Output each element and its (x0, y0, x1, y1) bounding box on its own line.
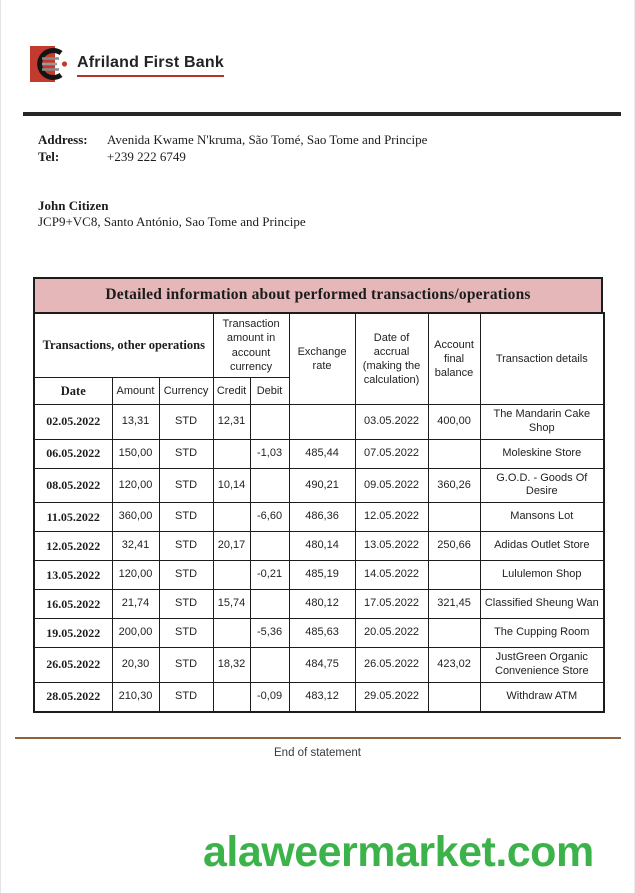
tx-exchange-rate-cell: 480,12 (289, 590, 355, 619)
tx-details-cell: JustGreen Organic Convenience Store (480, 648, 604, 683)
tx-exchange-rate-cell: 480,14 (289, 532, 355, 561)
header-transactions-group: Transactions, other operations (34, 313, 213, 378)
transactions-section (33, 277, 603, 713)
tx-exchange-rate-cell: 485,19 (289, 561, 355, 590)
tx-final-balance-cell (428, 503, 480, 532)
tx-details-cell: Lululemon Shop (480, 561, 604, 590)
tx-date-cell: 13.05.2022 (34, 561, 112, 590)
tx-date-cell: 26.05.2022 (34, 648, 112, 683)
tx-credit-cell: 20,17 (213, 532, 250, 561)
bank-logo-icon (30, 44, 70, 86)
tx-accrual-date-cell: 26.05.2022 (355, 648, 428, 683)
tx-exchange-rate-cell: 490,21 (289, 468, 355, 503)
tx-amount-cell: 120,00 (112, 561, 159, 590)
header-date: Date (34, 378, 112, 405)
tel-label: Tel: (38, 149, 60, 164)
tx-date-cell: 12.05.2022 (34, 532, 112, 561)
tx-details-cell: Mansons Lot (480, 503, 604, 532)
tx-amount-cell: 32,41 (112, 532, 159, 561)
tx-debit-cell (250, 648, 289, 683)
table-row (34, 682, 604, 712)
bank-name-underline (77, 54, 224, 77)
tx-currency-cell: STD (159, 503, 213, 532)
tx-exchange-rate-cell: 485,44 (289, 439, 355, 468)
tx-date-cell: 19.05.2022 (34, 619, 112, 648)
tx-credit-cell (213, 503, 250, 532)
tx-accrual-date-cell: 07.05.2022 (355, 439, 428, 468)
address-row (38, 131, 427, 148)
table-row (34, 619, 604, 648)
tx-amount-cell: 120,00 (112, 468, 159, 503)
header-date-of-accrual: Date of accrual (making the calculation) (355, 313, 428, 405)
tx-details-cell: The Cupping Room (480, 619, 604, 648)
address-label: Address: (38, 132, 88, 147)
tx-debit-cell: -6,60 (250, 503, 289, 532)
bank-logo (30, 44, 224, 86)
tx-details-cell: Adidas Outlet Store (480, 532, 604, 561)
tel-row (38, 148, 427, 165)
tx-currency-cell: STD (159, 590, 213, 619)
table-row (34, 590, 604, 619)
tx-date-cell: 06.05.2022 (34, 439, 112, 468)
header-amount: Amount (112, 378, 159, 405)
header-amount-group: Transaction amount in account currency (213, 313, 289, 378)
tx-credit-cell: 12,31 (213, 405, 250, 440)
tx-credit-cell (213, 561, 250, 590)
tx-debit-cell: -0,09 (250, 682, 289, 712)
table-row (34, 439, 604, 468)
tel-value: +239 222 6749 (107, 149, 186, 164)
tx-details-cell: Moleskine Store (480, 439, 604, 468)
tx-final-balance-cell: 400,00 (428, 405, 480, 440)
header-exchange-rate: Exchange rate (289, 313, 355, 405)
customer-name: John Citizen (38, 198, 109, 213)
tx-debit-cell: -5,36 (250, 619, 289, 648)
tx-details-cell: G.O.D. - Goods Of Desire (480, 468, 604, 503)
tx-amount-cell: 150,00 (112, 439, 159, 468)
tx-date-cell: 28.05.2022 (34, 682, 112, 712)
tx-debit-cell (250, 405, 289, 440)
tx-date-cell: 11.05.2022 (34, 503, 112, 532)
address-value: Avenida Kwame N'kruma, São Tomé, Sao Tome and Principe (107, 132, 428, 147)
tx-final-balance-cell: 360,26 (428, 468, 480, 503)
table-title: Detailed information about performed transactions/operations (33, 277, 603, 314)
tx-currency-cell: STD (159, 532, 213, 561)
tx-amount-cell: 13,31 (112, 405, 159, 440)
tx-amount-cell: 210,30 (112, 682, 159, 712)
table-row (34, 561, 604, 590)
tx-final-balance-cell: 250,66 (428, 532, 480, 561)
tx-credit-cell (213, 619, 250, 648)
table-row (34, 503, 604, 532)
tx-currency-cell: STD (159, 619, 213, 648)
tx-date-cell: 08.05.2022 (34, 468, 112, 503)
tx-currency-cell: STD (159, 682, 213, 712)
tx-accrual-date-cell: 17.05.2022 (355, 590, 428, 619)
bank-contact-block (38, 131, 427, 165)
tx-credit-cell: 10,14 (213, 468, 250, 503)
header-divider (23, 112, 621, 116)
customer-block (38, 198, 306, 230)
tx-final-balance-cell (428, 561, 480, 590)
header-debit: Debit (250, 378, 289, 405)
tx-exchange-rate-cell: 483,12 (289, 682, 355, 712)
tx-exchange-rate-cell: 484,75 (289, 648, 355, 683)
tx-exchange-rate-cell: 486,36 (289, 503, 355, 532)
footer-divider (15, 737, 621, 739)
tx-debit-cell (250, 532, 289, 561)
header-credit: Credit (213, 378, 250, 405)
header-currency: Currency (159, 378, 213, 405)
tx-credit-cell (213, 439, 250, 468)
tx-details-cell: The Mandarin Cake Shop (480, 405, 604, 440)
tx-accrual-date-cell: 03.05.2022 (355, 405, 428, 440)
end-of-statement: End of statement (274, 747, 361, 759)
customer-address: JCP9+VC8, Santo António, Sao Tome and Principe (38, 214, 306, 229)
tx-amount-cell: 21,74 (112, 590, 159, 619)
header-transaction-details: Transaction details (480, 313, 604, 405)
tx-currency-cell: STD (159, 439, 213, 468)
bank-name: Afriland First Bank (77, 53, 224, 71)
tx-details-cell: Withdraw ATM (480, 682, 604, 712)
tx-credit-cell (213, 682, 250, 712)
header-account-final-balance: Account final balance (428, 313, 480, 405)
tx-accrual-date-cell: 12.05.2022 (355, 503, 428, 532)
tx-accrual-date-cell: 09.05.2022 (355, 468, 428, 503)
tx-final-balance-cell: 423,02 (428, 648, 480, 683)
tx-amount-cell: 200,00 (112, 619, 159, 648)
tx-date-cell: 16.05.2022 (34, 590, 112, 619)
tx-debit-cell: -0,21 (250, 561, 289, 590)
tx-accrual-date-cell: 13.05.2022 (355, 532, 428, 561)
tx-currency-cell: STD (159, 561, 213, 590)
table-row (34, 648, 604, 683)
tx-debit-cell (250, 590, 289, 619)
tx-exchange-rate-cell (289, 405, 355, 440)
tx-final-balance-cell (428, 439, 480, 468)
tx-final-balance-cell (428, 682, 480, 712)
tx-debit-cell (250, 468, 289, 503)
table-row (34, 468, 604, 503)
tx-accrual-date-cell: 29.05.2022 (355, 682, 428, 712)
tx-final-balance-cell (428, 619, 480, 648)
tx-currency-cell: STD (159, 405, 213, 440)
transactions-table (33, 312, 605, 713)
tx-currency-cell: STD (159, 468, 213, 503)
watermark-text: alaweermarket.com (203, 828, 594, 876)
tx-final-balance-cell: 321,45 (428, 590, 480, 619)
table-row (34, 405, 604, 440)
tx-currency-cell: STD (159, 648, 213, 683)
tx-exchange-rate-cell: 485,63 (289, 619, 355, 648)
table-row (34, 532, 604, 561)
tx-details-cell: Classified Sheung Wan (480, 590, 604, 619)
tx-amount-cell: 360,00 (112, 503, 159, 532)
tx-debit-cell: -1,03 (250, 439, 289, 468)
tx-accrual-date-cell: 14.05.2022 (355, 561, 428, 590)
tx-credit-cell: 18,32 (213, 648, 250, 683)
tx-amount-cell: 20,30 (112, 648, 159, 683)
tx-credit-cell: 15,74 (213, 590, 250, 619)
tx-date-cell: 02.05.2022 (34, 405, 112, 440)
tx-accrual-date-cell: 20.05.2022 (355, 619, 428, 648)
